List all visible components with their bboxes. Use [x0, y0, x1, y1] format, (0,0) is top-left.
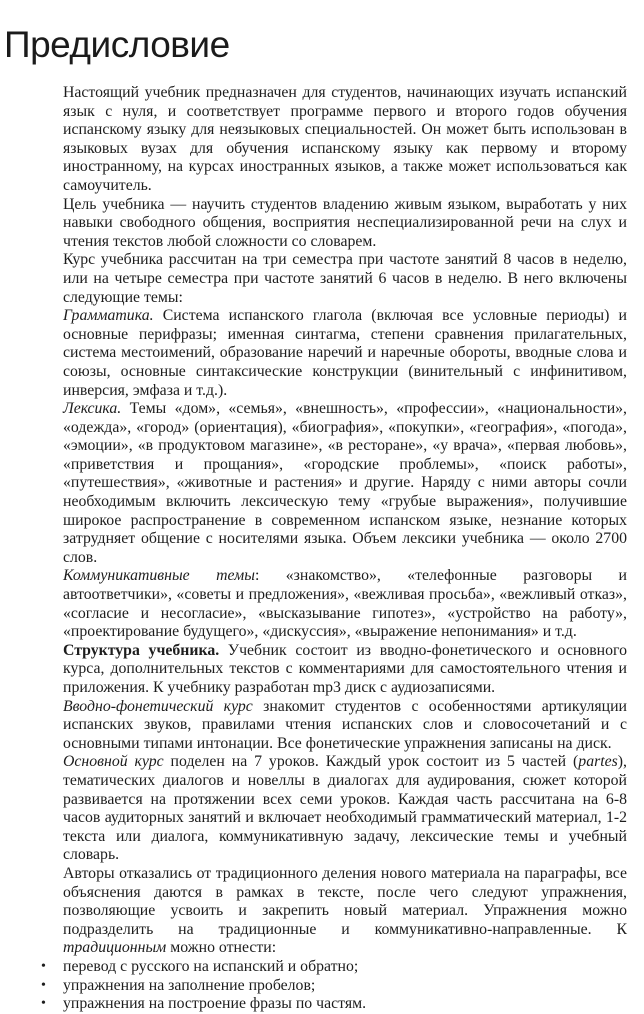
- list-item: [41, 995, 627, 1014]
- paragraph-segment: Система испанского глагола (включая все условные периоды) и основные перифразы; именная синтагма, степени сравнения прилагательных, система местоимений, образование наречий и наречные обороты, вводные слова и союзы, основные синтаксические конструкции (винительный с инфинитивом, инверсия, эмфаза и т.д.).: [63, 307, 627, 399]
- paragraph-segment: Структура учебника.: [63, 641, 220, 659]
- preface-paragraph: [63, 84, 627, 196]
- paragraph-segment: знакомит студентов с особенностями артикуляции испанских звуков, правилами чтения испанских слов и словосочетаний и с основными типами интонации. Все фонетические упражнения записаны на диск.: [63, 697, 627, 752]
- paragraph-segment: традиционным: [63, 939, 167, 957]
- bullet-icon: •: [41, 996, 46, 1012]
- list-item: [41, 957, 627, 977]
- paragraph-segment: Грамматика.: [63, 307, 154, 325]
- preface-paragraph: [63, 196, 627, 252]
- preface-paragraph: [63, 567, 627, 641]
- page-title: Предисловие: [4, 24, 230, 65]
- paragraph-segment: Авторы отказались от традиционного деления нового материала на параграфы, все объяснения даются в рамках в тексте, после чего следуют упражнения, позволяющие усвоить и закрепить новый материал. Упражнения можно подразделить на традиционные и коммуникативно-направленные. К: [63, 864, 627, 938]
- paragraph-segment: поделен на 7 уроков. Каждый урок состоит из 5 частей (: [163, 753, 579, 771]
- paragraph-segment: Вводно-фонетический курс: [63, 697, 253, 715]
- preface-paragraph: [63, 251, 627, 307]
- paragraph-segment: Учебник состоит из вводно-фонетического и основного курса, дополнительных текстов с комментариями для самостоятельного чтения и приложения. К учебнику разработан mp3 диск с аудиозаписями.: [63, 641, 627, 696]
- paragraph-segment: Настоящий учебник предназначен для студентов, начинающих изучать испанский язык с нуля, и соответствует программе первого и второго годов обучения испанскому языку для неязыковых специальностей. Он может быть использован в языковых вузах для обучения испанскому языку как первому и второму иностранному, на курсах иностранных языков, а также может использоваться как самоучитель.: [63, 84, 627, 194]
- preface-paragraph: [63, 865, 627, 958]
- preface-paragraph: [63, 642, 627, 698]
- bullet-icon: •: [41, 958, 46, 974]
- paragraph-segment: Коммуникативные темы: [63, 567, 255, 585]
- bullet-icon: •: [41, 977, 46, 993]
- paragraph-segment: можно отнести:: [166, 939, 277, 957]
- exercise-types-list: [41, 957, 627, 1014]
- list-item: [41, 976, 627, 996]
- preface-paragraph: [63, 400, 627, 567]
- paragraph-segment: Цель учебника — научить студентов владению живым языком, выработать у них навыки свободного общения, восприятия неспециализированной речи на слух и чтения текстов любой сложности со словарем.: [63, 195, 627, 250]
- preface-paragraph: [63, 753, 627, 865]
- paragraph-segment: ), тематических диалогов и новеллы в диалогах для аудирования, сюжет которой развивается на протяжении всех семи уроков. Каждая часть рассчитана на 6-8 часов аудиторных занятий и включает необходимый грамматический материал, 1-2 текста или диалога, коммуникативную задачу, лексические темы и учебный словарь.: [63, 753, 628, 864]
- preface-body: [41, 84, 628, 1014]
- paragraph-segment: Темы «дом», «семья», «внешность», «профессии», «национальности», «одежда», «город» (ориентация), «биография», «покупки», «география», «погода», «эмоции», «в продуктовом магазине», «в ресторане», «у врача», «первая любовь», «приветствия и прощания», «городские проблемы», «поиск работы», «путешествия», «животные и растения» и другие. Наряду с ними авторы сочли необходимым включить лексическую тему «грубые выражения», получившие широкое распространение в современном испанском языке, незнание которых затрудняет общение с носителями языка. Объем лексики учебника — около 2700 слов.: [63, 400, 627, 566]
- paragraph-segment: : «знакомство», «телефонные разговоры и автоответчики», «советы и предложения», «вежливая просьба», «вежливый отказ», «согласие и несогласие», «высказывание гипотез», «устройство на работу», «проектирование будущего», «дискуссия», «выражение непонимания» и т.д.: [63, 567, 627, 641]
- list-item-text: упражнения на заполнение пробелов;: [63, 976, 316, 994]
- paragraph-segment: Основной курс: [63, 753, 164, 771]
- list-item-text: перевод с русского на испанский и обратно;: [63, 957, 359, 975]
- preface-paragraph: [63, 307, 627, 400]
- list-item-text: упражнения на построение фразы по частям.: [63, 995, 367, 1013]
- paragraph-segment: Курс учебника рассчитан на три семестра при частоте занятий 8 часов в неделю, или на четыре семестра при частоте занятий 6 часов в неделю. В него включены следующие темы:: [63, 251, 627, 306]
- preface-paragraph: [63, 698, 627, 754]
- paragraph-segment: Лексика.: [63, 400, 122, 418]
- paragraph-segment: partes: [578, 753, 618, 771]
